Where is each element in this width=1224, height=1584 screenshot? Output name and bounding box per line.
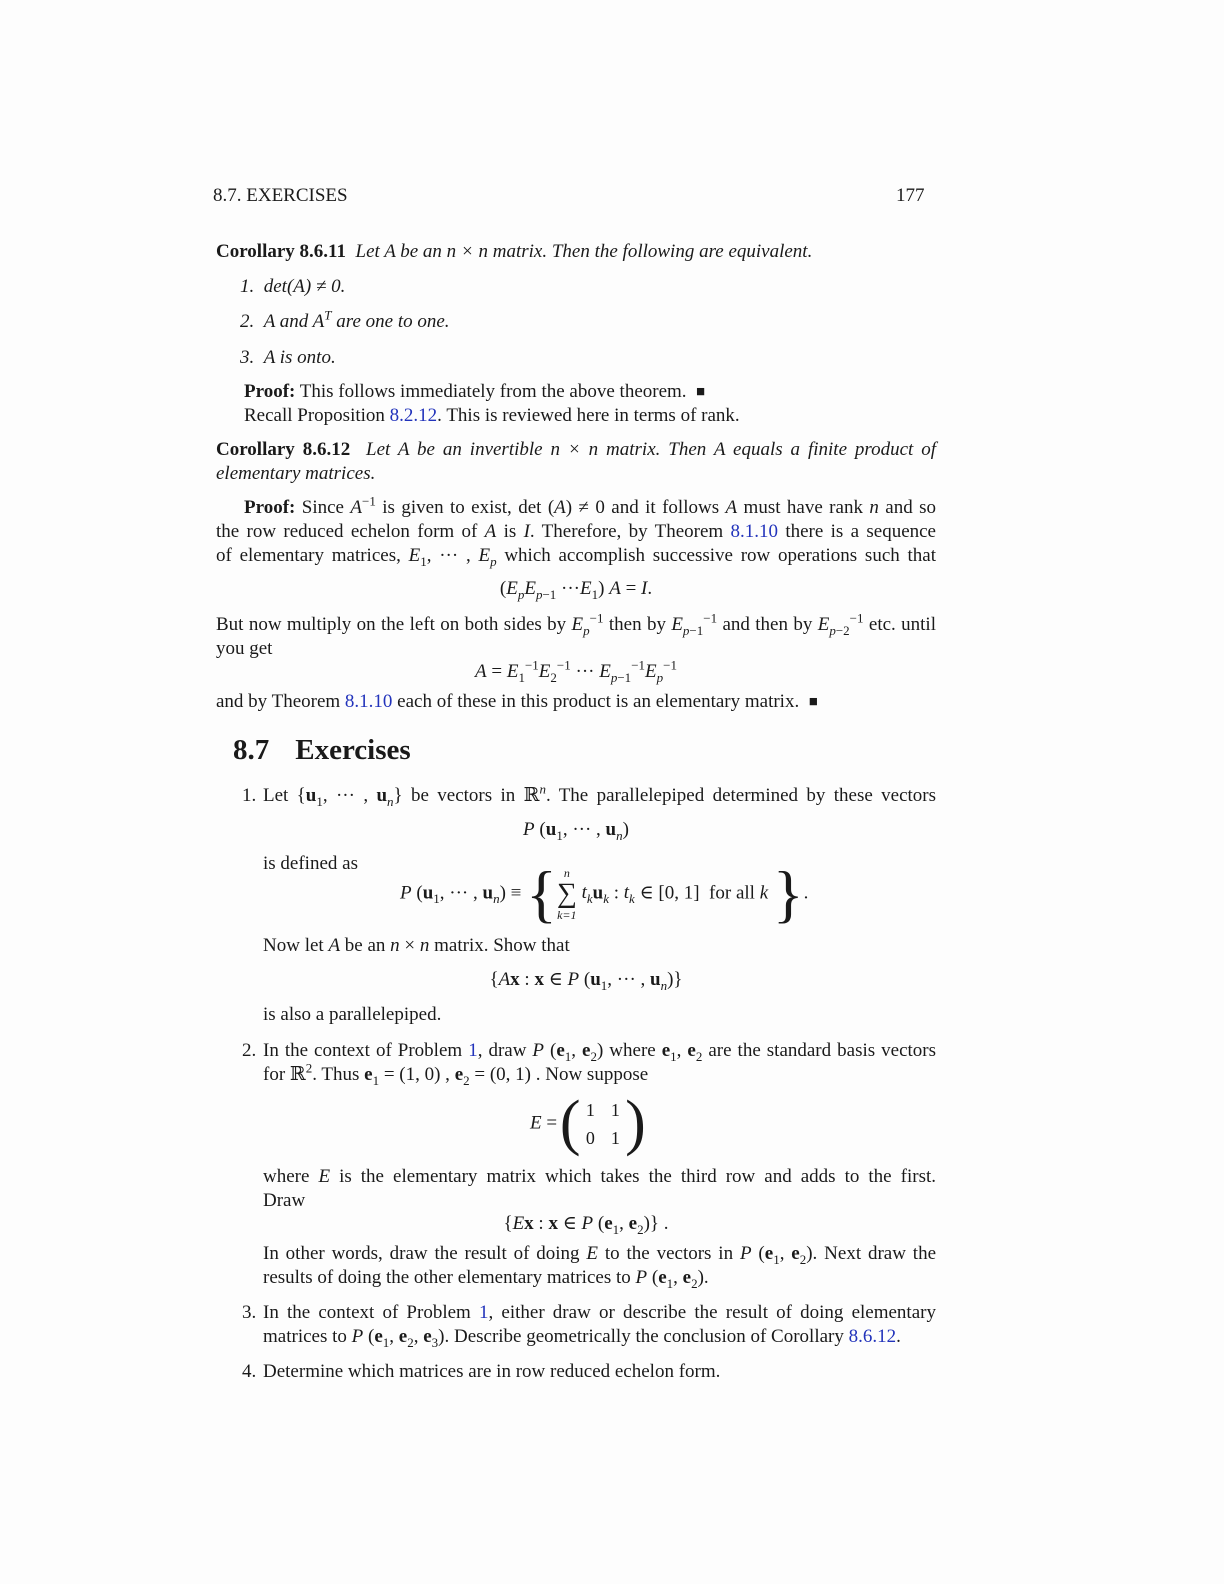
exercise-1-text: Let {$u_1$, ··· , $u_n$} be vectors in ℝ$^n$. The parallelepiped determined by these vectors	[263, 781, 937, 809]
problem-link[interactable]: 1	[478, 1302, 489, 1323]
paragraph: is defined as	[263, 853, 358, 874]
list-item: 1. det(A) ≠ 0.	[240, 276, 346, 297]
list-item: 2. A and $A^T$ are one to one.	[240, 307, 450, 332]
qed-square-icon: ■	[696, 384, 706, 400]
equation: $A = E_1^{-1}E_2^{-1}$ ··· $E_{p-1}^{-1}E_p^{-1}$	[475, 657, 677, 685]
exercise-2-text: In the context of Problem 1, draw P ($e_1$, $e_2$) where $e_1$, $e_2$ are the standard basis vectors for ℝ$^2$. Thus $e_1 = (1$, 0) , $e_2 = (0$, 1) . Now suppose	[263, 1040, 936, 1088]
paragraph: In other words, draw the result of doing E to the vectors in P ($e_1$, $e_2$). Next draw the results of doing the other elementary matrices to P ($e_1$, $e_2$).	[263, 1243, 937, 1291]
exercise-3-text: In the context of Problem 1, either draw or describe the result of doing elementary matrices to P ($e_1$, $e_2$, $e_3$). Describe geometrically the conclusion of Corollary 8.6.12.	[263, 1302, 936, 1350]
corollary-label: Corollary 8.6.12	[216, 439, 351, 460]
qed-square-icon: ■	[808, 694, 818, 710]
section-number: 8.7	[233, 734, 270, 766]
parallelepiped-definition: P ($u_1$, ··· , $u_n$) ≡ { n ∑ k=1 $t_ku_k$ : $t_k$ ∈ [0, 1] for all k }.	[400, 858, 809, 929]
page-number: 177	[896, 185, 925, 206]
paragraph: where E is the elementary matrix which takes the third row and adds to the first. Draw	[263, 1166, 936, 1211]
problem-link[interactable]: 1	[468, 1040, 478, 1061]
paragraph: is also a parallelepiped.	[263, 1004, 442, 1025]
running-header-section: 8.7. EXERCISES	[213, 185, 348, 206]
exercise-number: 2.	[242, 1040, 257, 1061]
corollary-8-6-12: Corollary 8.6.12 Let A be an invertible n × n matrix. Then A equals a finite product of elementary matrices.	[216, 439, 936, 484]
exercise-number: 3.	[242, 1302, 257, 1323]
matrix-equation: E = ( 1 1 0 1 )	[530, 1089, 646, 1157]
list-item: 3. A is onto.	[240, 347, 336, 368]
theorem-link[interactable]: 8.1.10	[730, 521, 778, 542]
proposition-link[interactable]: 8.2.12	[389, 405, 438, 426]
equation: {Ex : x ∈ P ($e_1$, $e_2$)} .	[503, 1213, 669, 1237]
recall-paragraph: Recall Proposition 8.2.12. This is reviewed here in terms of rank.	[244, 405, 740, 426]
paragraph: and by Theorem 8.1.10 each of these in this product is an elementary matrix. ■	[216, 691, 818, 712]
theorem-link[interactable]: 8.1.10	[344, 691, 393, 712]
section-heading	[233, 734, 411, 766]
exercise-number: 4.	[242, 1361, 257, 1382]
exercise-number: 1.	[242, 785, 257, 806]
equation: $(E_pE_{p-1} \cdot\cdot\cdot E_1) A = I$.	[499, 578, 653, 602]
paragraph: Now let A be an n × n matrix. Show that	[263, 935, 570, 956]
paragraph: But now multiply on the left on both sides by $E_p^{-1}$ then by $E_{p-1}^{-1}$ and then by $E_{p-2}^{-1}$ etc. until you get	[216, 610, 936, 659]
corollary-statement: Let A be an n × n matrix. Then the following are equivalent.	[355, 241, 813, 262]
corollary-link[interactable]: 8.6.12	[848, 1326, 897, 1347]
equation: {Ax : x ∈ P ($u_1$, ··· , $u_n$)}	[489, 969, 683, 993]
section-title: Exercises	[295, 734, 411, 766]
proof-paragraph: Proof: This follows immediately from the above theorem. ■	[244, 381, 706, 402]
exercise-4-text: Determine which matrices are in row reduced echelon form.	[263, 1361, 721, 1382]
corollary-label: Corollary 8.6.11	[216, 241, 347, 262]
corollary-8-6-11	[216, 240, 936, 264]
equation: P ($u_1$, ··· , $u_n$)	[523, 819, 629, 843]
matrix-E: ( 1 1 0 1 )	[559, 1089, 646, 1157]
proof-paragraph: Proof: Since $A^{-1}$ is given to exist, det (A) ≠ 0 and it follows A must have rank n and so the row reduced echelon form of A is I. Therefore, by Theorem 8.1.10 there is a sequence of elementary matrices, $E_1$, ··· , $E_p$ which accomplish successive row operations such that	[216, 493, 937, 569]
